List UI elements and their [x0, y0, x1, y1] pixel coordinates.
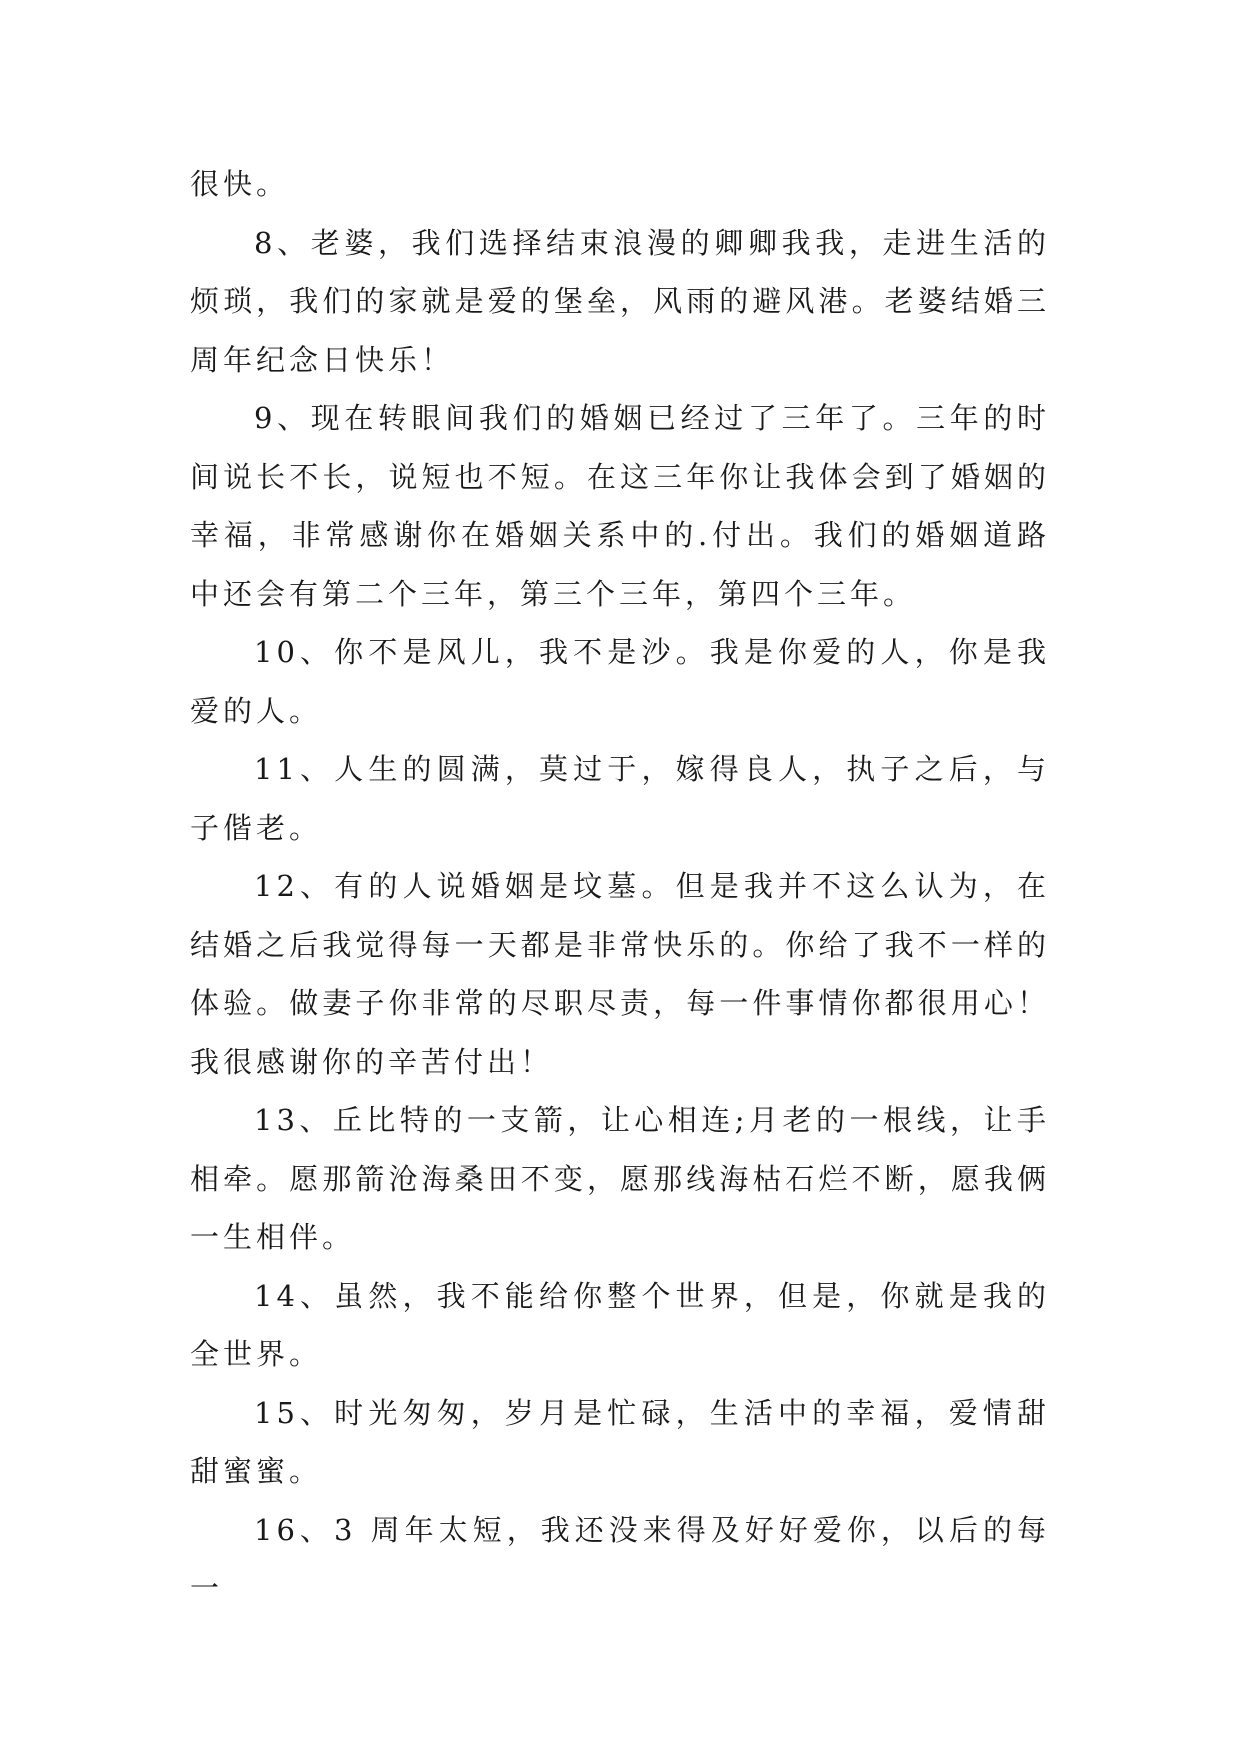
paragraph-item-13: 13、丘比特的一支箭，让心相连;月老的一根线，让手相牵。愿那箭沧海桑田不变，愿那线海枯石烂不断，愿我俩一生相伴。 [190, 1103, 1050, 1254]
paragraph-item-15: 15、时光匆匆，岁月是忙碌，生活中的幸福，爱情甜甜蜜蜜。 [190, 1395, 1050, 1488]
paragraph-item-10: 10、你不是风儿，我不是沙。我是你爱的人，你是我爱的人。 [190, 635, 1050, 728]
paragraph-item-12: 12、有的人说婚姻是坟墓。但是我并不这么认为，在结婚之后我觉得每一天都是非常快乐的。你给了我不一样的体验。做妻子你非常的尽职尽责，每一件事情你都很用心！我很感谢你的辛苦付出！ [190, 869, 1050, 1079]
document-body [190, 155, 1050, 1618]
paragraph-item-11: 11、人生的圆满，莫过于，嫁得良人，执子之后，与子偕老。 [190, 752, 1050, 845]
paragraph-item-14: 14、虽然，我不能给你整个世界，但是，你就是我的全世界。 [190, 1278, 1050, 1371]
paragraph-item-16: 16、3 周年太短，我还没来得及好好爱你，以后的每一 [190, 1512, 1050, 1605]
paragraph-continuation: 很快。 [190, 167, 290, 201]
paragraph-item-9: 9、现在转眼间我们的婚姻已经过了三年了。三年的时间说长不长，说短也不短。在这三年你让我体会到了婚姻的幸福，非常感谢你在婚姻关系中的.付出。我们的婚姻道路中还会有第二个三年，第三个三年，第四个三年。 [190, 401, 1050, 611]
paragraph-item-8: 8、老婆，我们选择结束浪漫的卿卿我我，走进生活的烦琐，我们的家就是爱的堡垒，风雨的避风港。老婆结婚三周年纪念日快乐！ [190, 225, 1050, 377]
